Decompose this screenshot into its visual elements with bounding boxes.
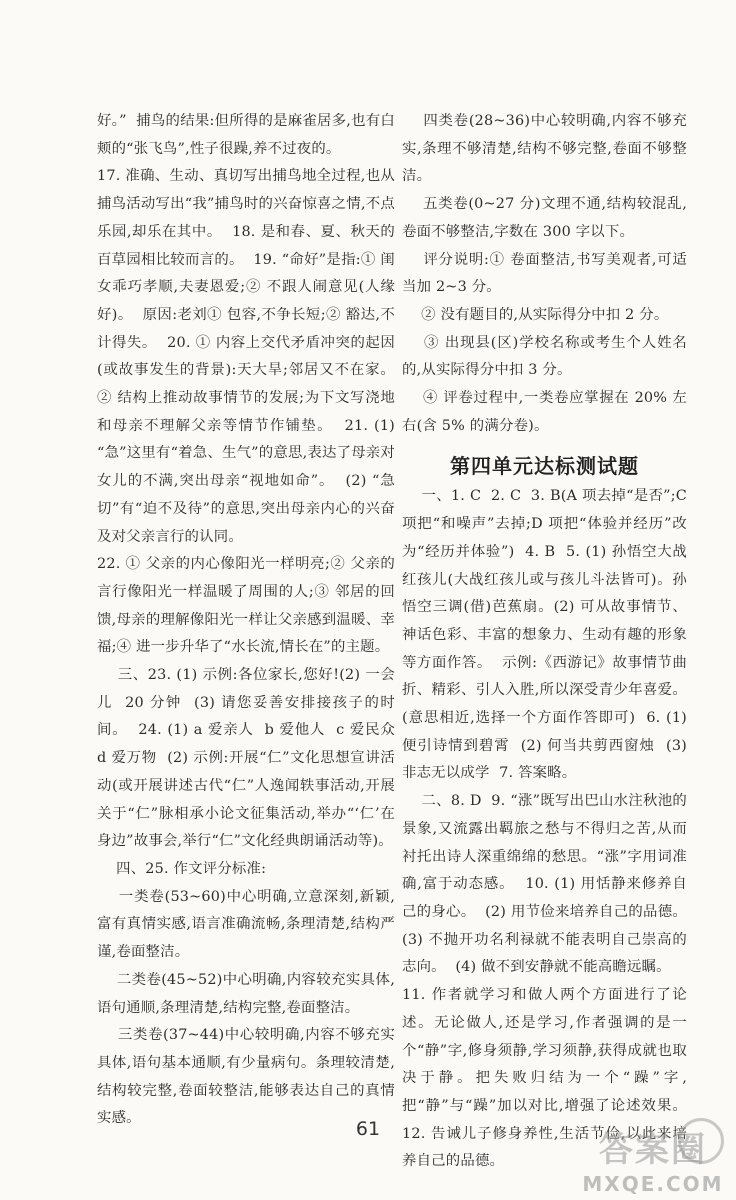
left-para-1: 好。” 捕鸟的结果:但所得的是麻雀居多,也有白颊的“张飞鸟”,性子很躁,养不过夜的。: [97, 113, 395, 157]
watermark-text: 答案圈: [599, 1130, 707, 1170]
right-para-8: 二、8. D 9. “涨”既写出巴山水注秋池的景象,又流露出羁旅之愁与不得归之苦,从而衬托出诗人深重绵绵的愁思。“涨”字用词准确,富于动态感。 10. (1) 用恬静来修养自己的身心。 (2) 用节俭来培养自己的品德。 (3) 不抛开功名利禄就不能表明自己崇高的志向。 (4) 做不到安静就不能高瞻远瞩。: [402, 793, 697, 976]
right-para-7: 一、1. C 2. C 3. B(A 项去掉“是否”;C 项把“和噪声”去掉;D 项把“体验并经历”改为“经历并体验”) 4. B 5. (1) 孙悟空大战红孩儿(大战红孩儿或与孩儿斗法皆可)。孙悟空三调(借)芭蕉扇。(2) 可从故事情节、神话色彩、丰富的想象力、生动有趣的形象等方面作答。 示例:《西游记》故事情节曲折、精彩、引人入胜,所以深受青少年喜爱。(意思相近,选择一个方面作答即可) 6. (1) 便引诗情到碧霄 (2) 何当共剪西窗烛 (3) 非志无以成学 7. 答案略。: [402, 488, 692, 782]
watermark-url: MXQE.COM: [582, 1172, 724, 1196]
page-number: 61: [355, 1118, 381, 1140]
watermark-logo: [578, 1116, 728, 1196]
left-para-4: 三、23. (1) 示例:各位家长,您好!(2) 一会儿 20 分钟 (3) 请您妥善安排接孩子的时间。 24. (1) a 爱亲人 b 爱他人 c 爱民众 d 爱万物 (2) 示例:开展“仁”文化思想宣讲活动(或开展讲述古代“仁”人逸闻轶事活动,开展关于“仁”脉相承小论文征集活动,举办“‘仁’在身边”故事会,举行“仁”文化经典朗诵活动等)。: [97, 667, 405, 850]
left-column: [97, 108, 405, 1133]
right-column: [402, 108, 697, 1176]
right-para-4: ② 没有题目的,从实际得分中扣 2 分。: [402, 306, 669, 323]
section-title: 第四单元达标测试题: [450, 454, 639, 479]
left-para-7: 二类卷(45~52)中心明确,内容较充实具体,语句通顺,条理清楚,结构完整,卷面整洁。: [97, 971, 395, 1016]
right-para-6: ④ 评卷过程中,一类卷应掌握在 20% 左右(含 5% 的满分卷)。: [402, 390, 687, 434]
right-para-3: 评分说明:① 卷面整洁,书写美观者,可适当加 2~3 分。: [402, 251, 687, 296]
right-para-9: 11. 作者就学习和做人两个方面进行了论述。无论做人,还是学习,作者强调的是一个“静”字,修身须静,学习须静,获得成就也取决于静。把失败归结为一个“躁”字,把“静”与“躁”加以对比,增强了论述效果。 12. 告诫儿子修身养性,生活节俭,以此来培养自己的品德。: [402, 987, 697, 1170]
left-para-3: 22. ① 父亲的内心像阳光一样明亮;② 父亲的言行像阳光一样温暖了周围的人;③ 邻居的回馈,母亲的理解像阳光一样让父亲感到温暖、幸福;④ 进一步升华了“水长流,情长在”的主题。: [97, 556, 395, 656]
right-para-5: ③ 出现县(区)学校名称或考生个人姓名的,从实际得分中扣 3 分。: [402, 334, 687, 379]
right-para-1: 四类卷(28~36)中心较明确,内容不够充实,条理不够清楚,结构不够完整,卷面不够整洁。: [402, 113, 687, 185]
right-para-2: 五类卷(0~27 分)文理不通,结构较混乱,卷面不够整洁,字数在 300 字以下。: [402, 196, 687, 240]
left-para-5: 四、25. 作文评分标准:: [97, 860, 267, 877]
left-para-8: 三类卷(37~44)中心较明确,内容不够充实具体,语句基本通顺,有少量病句。条理较清楚,结构较完整,卷面较整洁,能够表达自己的真情实感。: [97, 1027, 395, 1127]
left-para-2: 17. 准确、生动、真切写出捕鸟地全过程,也从捕鸟活动写出“我”捕鸟时的兴奋惊喜之情,不点乐园,却乐在其中。 18. 是和春、夏、秋天的百草园相比较而言的。 19. “命好”是指:① 闺女乖巧孝顺,夫妻恩爱;② 不跟人闹意见(人缘好)。 原因:老刘① 包容,不争长短;② 豁达,不计得失。 20. ① 内容上交代矛盾冲突的起因(或故事发生的背景):天大旱;邻居又不在家。 ② 结构上推动故事情节的发展;为下文写浇地和母亲不理解父亲等情节作铺垫。 21. (1) “急”这里有“着急、生气”的意思,表达了母亲对女儿的不满,突出母亲“视地如命”。 (2) “急切”有“迫不及待”的意思,突出母亲内心的兴奋及对父亲言行的认同。: [97, 168, 405, 545]
left-para-6: 一类卷(53~60)中心明确,立意深刻,新颖,富有真情实感,语言准确流畅,条理清楚,结构严谨,卷面整洁。: [97, 888, 396, 961]
